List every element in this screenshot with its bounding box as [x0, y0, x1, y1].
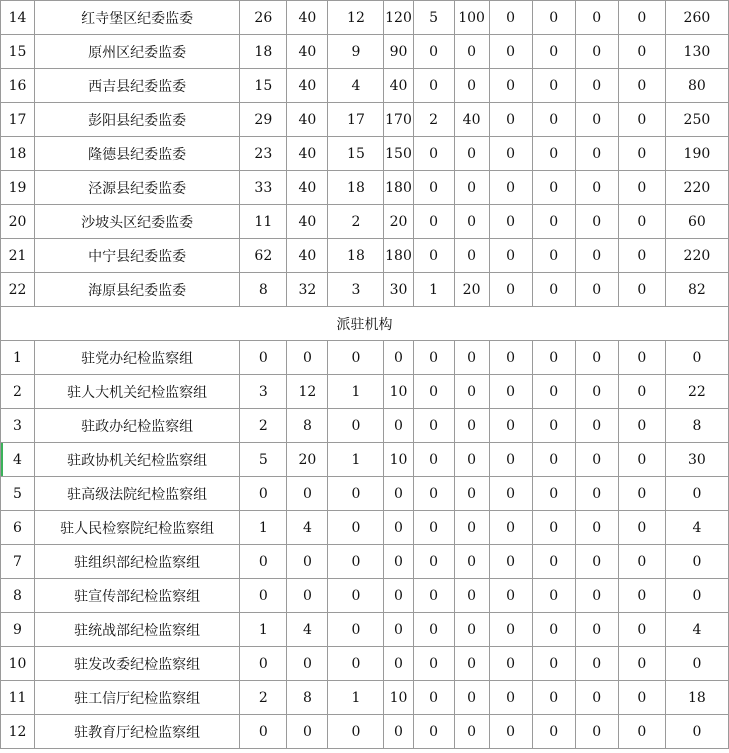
value-cell[interactable]: 2	[328, 205, 384, 239]
value-cell[interactable]: 0	[413, 69, 454, 103]
value-cell[interactable]: 0	[454, 171, 489, 205]
value-cell[interactable]: 0	[532, 579, 575, 613]
value-cell[interactable]: 40	[287, 205, 328, 239]
row-number-cell[interactable]: 6	[1, 511, 35, 545]
table-row	[1, 579, 729, 613]
value-cell[interactable]: 0	[328, 511, 384, 545]
value-cell[interactable]: 0	[489, 273, 532, 307]
row-number-cell[interactable]: 22	[1, 273, 35, 307]
value-cell[interactable]: 12	[287, 375, 328, 409]
value-cell[interactable]: 0	[489, 171, 532, 205]
value-cell[interactable]: 5	[413, 1, 454, 35]
row-number-cell[interactable]: 8	[1, 579, 35, 613]
value-cell[interactable]: 0	[489, 511, 532, 545]
value-cell[interactable]: 26	[240, 1, 287, 35]
value-cell[interactable]: 0	[575, 103, 618, 137]
row-number-cell[interactable]: 17	[1, 103, 35, 137]
value-cell[interactable]: 32	[287, 273, 328, 307]
table-row	[1, 341, 729, 375]
value-cell[interactable]: 0	[575, 511, 618, 545]
value-cell[interactable]: 10	[384, 443, 413, 477]
value-cell[interactable]: 0	[240, 545, 287, 579]
value-cell[interactable]: 0	[575, 681, 618, 715]
value-cell[interactable]: 9	[328, 35, 384, 69]
value-cell[interactable]: 20	[287, 443, 328, 477]
value-cell[interactable]: 15	[240, 69, 287, 103]
value-cell[interactable]: 0	[618, 613, 665, 647]
value-cell[interactable]: 0	[532, 375, 575, 409]
value-cell[interactable]: 0	[489, 409, 532, 443]
value-cell[interactable]: 0	[454, 511, 489, 545]
table-row	[1, 545, 729, 579]
value-cell[interactable]: 0	[575, 137, 618, 171]
value-cell[interactable]: 0	[532, 443, 575, 477]
value-cell[interactable]: 220	[665, 171, 728, 205]
value-cell[interactable]: 0	[575, 171, 618, 205]
value-cell[interactable]: 0	[575, 35, 618, 69]
value-cell[interactable]: 0	[454, 715, 489, 749]
value-cell[interactable]: 0	[287, 545, 328, 579]
value-cell[interactable]: 0	[413, 545, 454, 579]
value-cell[interactable]: 0	[328, 477, 384, 511]
value-cell[interactable]: 120	[384, 1, 413, 35]
value-cell[interactable]: 0	[618, 443, 665, 477]
value-cell[interactable]: 0	[618, 341, 665, 375]
row-number-cell[interactable]: 9	[1, 613, 35, 647]
value-cell[interactable]: 0	[413, 409, 454, 443]
value-cell[interactable]: 0	[328, 647, 384, 681]
value-cell[interactable]: 0	[384, 409, 413, 443]
value-cell[interactable]: 250	[665, 103, 728, 137]
value-cell[interactable]: 0	[618, 273, 665, 307]
value-cell[interactable]: 8	[287, 409, 328, 443]
table-row	[1, 205, 729, 239]
value-cell[interactable]: 0	[618, 477, 665, 511]
value-cell[interactable]: 62	[240, 239, 287, 273]
unit-name-cell[interactable]: 驻党办纪检监察组	[35, 341, 240, 375]
value-cell[interactable]: 0	[489, 205, 532, 239]
value-cell[interactable]: 40	[384, 69, 413, 103]
value-cell[interactable]: 8	[240, 273, 287, 307]
value-cell[interactable]: 0	[413, 443, 454, 477]
value-cell[interactable]: 0	[489, 443, 532, 477]
value-cell[interactable]: 0	[618, 1, 665, 35]
row-number-cell[interactable]: 5	[1, 477, 35, 511]
value-cell[interactable]: 20	[384, 205, 413, 239]
value-cell[interactable]: 40	[287, 137, 328, 171]
value-cell[interactable]: 0	[532, 137, 575, 171]
value-cell[interactable]: 0	[489, 477, 532, 511]
row-number-cell[interactable]: 21	[1, 239, 35, 273]
value-cell[interactable]: 0	[413, 681, 454, 715]
value-cell[interactable]: 130	[665, 35, 728, 69]
value-cell[interactable]: 0	[618, 35, 665, 69]
value-cell[interactable]: 0	[413, 137, 454, 171]
value-cell[interactable]: 0	[413, 171, 454, 205]
value-cell[interactable]: 0	[413, 477, 454, 511]
value-cell[interactable]: 22	[665, 375, 728, 409]
value-cell[interactable]: 1	[328, 681, 384, 715]
value-cell[interactable]: 0	[618, 511, 665, 545]
unit-name-cell[interactable]: 红寺堡区纪委监委	[35, 1, 240, 35]
table-row	[1, 273, 729, 307]
value-cell[interactable]: 0	[575, 375, 618, 409]
value-cell[interactable]: 0	[413, 341, 454, 375]
value-cell[interactable]: 23	[240, 137, 287, 171]
row-number-cell[interactable]: 4	[1, 443, 35, 477]
value-cell[interactable]: 2	[413, 103, 454, 137]
value-cell[interactable]: 0	[575, 477, 618, 511]
value-cell[interactable]: 0	[618, 69, 665, 103]
table-row	[1, 681, 729, 715]
value-cell[interactable]: 0	[575, 273, 618, 307]
row-number-cell[interactable]: 3	[1, 409, 35, 443]
value-cell[interactable]: 0	[532, 681, 575, 715]
value-cell[interactable]: 0	[413, 375, 454, 409]
value-cell[interactable]: 0	[665, 545, 728, 579]
value-cell[interactable]: 0	[532, 409, 575, 443]
value-cell[interactable]: 5	[240, 443, 287, 477]
value-cell[interactable]: 8	[665, 409, 728, 443]
value-cell[interactable]: 40	[287, 69, 328, 103]
value-cell[interactable]: 0	[489, 341, 532, 375]
value-cell[interactable]: 29	[240, 103, 287, 137]
value-cell[interactable]: 0	[454, 579, 489, 613]
value-cell[interactable]: 0	[532, 341, 575, 375]
value-cell[interactable]: 0	[532, 239, 575, 273]
value-cell[interactable]: 40	[287, 103, 328, 137]
value-cell[interactable]: 0	[328, 341, 384, 375]
value-cell[interactable]: 18	[328, 171, 384, 205]
value-cell[interactable]: 1	[328, 375, 384, 409]
value-cell[interactable]: 0	[575, 409, 618, 443]
value-cell[interactable]: 0	[454, 341, 489, 375]
value-cell[interactable]: 0	[328, 409, 384, 443]
value-cell[interactable]: 0	[532, 1, 575, 35]
value-cell[interactable]: 0	[618, 647, 665, 681]
table-row	[1, 409, 729, 443]
table-row	[1, 511, 729, 545]
value-cell[interactable]: 0	[618, 545, 665, 579]
value-cell[interactable]: 0	[413, 647, 454, 681]
value-cell[interactable]: 220	[665, 239, 728, 273]
value-cell[interactable]: 0	[384, 579, 413, 613]
unit-name-cell[interactable]: 驻工信厅纪检监察组	[35, 681, 240, 715]
value-cell[interactable]: 0	[328, 613, 384, 647]
value-cell[interactable]: 0	[575, 613, 618, 647]
value-cell[interactable]: 30	[384, 273, 413, 307]
value-cell[interactable]: 0	[454, 375, 489, 409]
section-title: 派驻机构	[1, 307, 729, 341]
value-cell[interactable]: 0	[489, 613, 532, 647]
table-row	[1, 103, 729, 137]
value-cell[interactable]: 0	[489, 375, 532, 409]
value-cell[interactable]: 4	[287, 613, 328, 647]
value-cell[interactable]: 0	[413, 35, 454, 69]
row-number-cell[interactable]: 11	[1, 681, 35, 715]
row-number-cell[interactable]: 14	[1, 1, 35, 35]
value-cell[interactable]: 0	[454, 205, 489, 239]
value-cell[interactable]: 0	[240, 477, 287, 511]
value-cell[interactable]: 0	[384, 715, 413, 749]
value-cell[interactable]: 260	[665, 1, 728, 35]
row-number-cell[interactable]: 2	[1, 375, 35, 409]
value-cell[interactable]: 0	[575, 715, 618, 749]
value-cell[interactable]: 0	[240, 715, 287, 749]
value-cell[interactable]: 0	[665, 647, 728, 681]
value-cell[interactable]: 0	[532, 715, 575, 749]
value-cell[interactable]: 0	[413, 511, 454, 545]
row-number-cell[interactable]: 10	[1, 647, 35, 681]
value-cell[interactable]: 80	[665, 69, 728, 103]
value-cell[interactable]: 0	[454, 69, 489, 103]
section-row	[1, 307, 729, 341]
value-cell[interactable]: 0	[665, 579, 728, 613]
value-cell[interactable]: 40	[287, 239, 328, 273]
value-cell[interactable]: 0	[240, 579, 287, 613]
unit-name-cell[interactable]: 驻发改委纪检监察组	[35, 647, 240, 681]
value-cell[interactable]: 0	[618, 715, 665, 749]
unit-name-cell[interactable]: 原州区纪委监委	[35, 35, 240, 69]
value-cell[interactable]: 0	[413, 239, 454, 273]
unit-name-cell[interactable]: 驻政协机关纪检监察组	[35, 443, 240, 477]
value-cell[interactable]: 0	[454, 239, 489, 273]
table-row	[1, 613, 729, 647]
value-cell[interactable]: 18	[665, 681, 728, 715]
value-cell[interactable]: 18	[240, 35, 287, 69]
value-cell[interactable]: 0	[575, 205, 618, 239]
value-cell[interactable]: 0	[384, 511, 413, 545]
unit-name-cell[interactable]: 隆德县纪委监委	[35, 137, 240, 171]
value-cell[interactable]: 0	[532, 103, 575, 137]
unit-name-cell[interactable]: 驻教育厅纪检监察组	[35, 715, 240, 749]
table-row	[1, 647, 729, 681]
value-cell[interactable]: 1	[240, 613, 287, 647]
value-cell[interactable]: 180	[384, 239, 413, 273]
unit-name-cell[interactable]: 西吉县纪委监委	[35, 69, 240, 103]
row-number-cell[interactable]: 19	[1, 171, 35, 205]
value-cell[interactable]: 0	[454, 137, 489, 171]
value-cell[interactable]: 17	[328, 103, 384, 137]
value-cell[interactable]: 40	[454, 103, 489, 137]
value-cell[interactable]: 0	[532, 205, 575, 239]
table-row	[1, 69, 729, 103]
value-cell[interactable]: 8	[287, 681, 328, 715]
value-cell[interactable]: 33	[240, 171, 287, 205]
value-cell[interactable]: 1	[413, 273, 454, 307]
value-cell[interactable]: 100	[454, 1, 489, 35]
value-cell[interactable]: 0	[413, 613, 454, 647]
value-cell[interactable]: 0	[532, 613, 575, 647]
unit-name-cell[interactable]: 驻政办纪检监察组	[35, 409, 240, 443]
value-cell[interactable]: 0	[287, 477, 328, 511]
value-cell[interactable]: 0	[489, 103, 532, 137]
value-cell[interactable]: 0	[384, 341, 413, 375]
value-cell[interactable]: 3	[328, 273, 384, 307]
value-cell[interactable]: 0	[532, 171, 575, 205]
value-cell[interactable]: 40	[287, 35, 328, 69]
value-cell[interactable]: 0	[618, 205, 665, 239]
value-cell[interactable]: 0	[489, 137, 532, 171]
table-row	[1, 715, 729, 749]
row-number-cell[interactable]: 20	[1, 205, 35, 239]
row-number-cell[interactable]: 15	[1, 35, 35, 69]
value-cell[interactable]: 0	[489, 579, 532, 613]
value-cell[interactable]: 0	[489, 69, 532, 103]
value-cell[interactable]: 180	[384, 171, 413, 205]
value-cell[interactable]: 0	[618, 681, 665, 715]
value-cell[interactable]: 0	[454, 443, 489, 477]
value-cell[interactable]: 0	[454, 613, 489, 647]
value-cell[interactable]: 0	[240, 647, 287, 681]
value-cell[interactable]: 0	[532, 35, 575, 69]
row-number-cell[interactable]: 12	[1, 715, 35, 749]
value-cell[interactable]: 0	[665, 477, 728, 511]
value-cell[interactable]: 90	[384, 35, 413, 69]
value-cell[interactable]: 0	[454, 35, 489, 69]
value-cell[interactable]: 2	[240, 409, 287, 443]
value-cell[interactable]: 0	[489, 681, 532, 715]
value-cell[interactable]: 0	[618, 137, 665, 171]
value-cell[interactable]: 0	[328, 545, 384, 579]
value-cell[interactable]: 18	[328, 239, 384, 273]
value-cell[interactable]: 0	[413, 715, 454, 749]
value-cell[interactable]: 0	[618, 103, 665, 137]
value-cell[interactable]: 0	[454, 409, 489, 443]
row-number-cell[interactable]: 7	[1, 545, 35, 579]
value-cell[interactable]: 0	[287, 579, 328, 613]
value-cell[interactable]: 10	[384, 375, 413, 409]
value-cell[interactable]: 0	[384, 477, 413, 511]
value-cell[interactable]: 0	[575, 1, 618, 35]
value-cell[interactable]: 0	[287, 715, 328, 749]
value-cell[interactable]: 0	[454, 681, 489, 715]
table-row	[1, 443, 729, 477]
value-cell[interactable]: 0	[618, 375, 665, 409]
value-cell[interactable]: 0	[489, 239, 532, 273]
unit-name-cell[interactable]: 驻人民检察院纪检监察组	[35, 511, 240, 545]
value-cell[interactable]: 190	[665, 137, 728, 171]
table-row	[1, 375, 729, 409]
value-cell[interactable]: 4	[328, 69, 384, 103]
value-cell[interactable]: 40	[287, 171, 328, 205]
value-cell[interactable]: 0	[287, 341, 328, 375]
value-cell[interactable]: 10	[384, 681, 413, 715]
value-cell[interactable]: 0	[454, 545, 489, 579]
row-number-cell[interactable]: 16	[1, 69, 35, 103]
table-row	[1, 137, 729, 171]
value-cell[interactable]: 0	[618, 409, 665, 443]
value-cell[interactable]: 0	[532, 511, 575, 545]
value-cell[interactable]: 0	[328, 579, 384, 613]
value-cell[interactable]: 60	[665, 205, 728, 239]
value-cell[interactable]: 0	[489, 1, 532, 35]
unit-name-cell[interactable]: 驻统战部纪检监察组	[35, 613, 240, 647]
unit-name-cell[interactable]: 海原县纪委监委	[35, 273, 240, 307]
value-cell[interactable]: 0	[665, 715, 728, 749]
value-cell[interactable]: 0	[575, 69, 618, 103]
value-cell[interactable]: 0	[454, 647, 489, 681]
value-cell[interactable]: 0	[287, 647, 328, 681]
value-cell[interactable]: 3	[240, 375, 287, 409]
value-cell[interactable]: 0	[575, 239, 618, 273]
value-cell[interactable]: 0	[618, 171, 665, 205]
unit-name-cell[interactable]: 泾源县纪委监委	[35, 171, 240, 205]
value-cell[interactable]: 11	[240, 205, 287, 239]
value-cell[interactable]: 0	[532, 545, 575, 579]
unit-name-cell[interactable]: 彭阳县纪委监委	[35, 103, 240, 137]
value-cell[interactable]: 0	[575, 341, 618, 375]
row-number-cell[interactable]: 1	[1, 341, 35, 375]
value-cell[interactable]: 0	[575, 443, 618, 477]
value-cell[interactable]: 15	[328, 137, 384, 171]
value-cell[interactable]: 0	[618, 579, 665, 613]
value-cell[interactable]: 0	[384, 545, 413, 579]
value-cell[interactable]: 0	[489, 545, 532, 579]
value-cell[interactable]: 2	[240, 681, 287, 715]
value-cell[interactable]: 0	[413, 205, 454, 239]
unit-name-cell[interactable]: 驻高级法院纪检监察组	[35, 477, 240, 511]
value-cell[interactable]: 0	[532, 477, 575, 511]
value-cell[interactable]: 0	[454, 477, 489, 511]
value-cell[interactable]: 1	[240, 511, 287, 545]
value-cell[interactable]: 1	[328, 443, 384, 477]
table-row	[1, 239, 729, 273]
value-cell[interactable]: 30	[665, 443, 728, 477]
value-cell[interactable]: 0	[240, 341, 287, 375]
unit-name-cell[interactable]: 驻人大机关纪检监察组	[35, 375, 240, 409]
table-row	[1, 1, 729, 35]
value-cell[interactable]: 0	[532, 647, 575, 681]
value-cell[interactable]: 0	[328, 715, 384, 749]
unit-name-cell[interactable]: 中宁县纪委监委	[35, 239, 240, 273]
value-cell[interactable]: 0	[575, 647, 618, 681]
value-cell[interactable]: 170	[384, 103, 413, 137]
value-cell[interactable]: 40	[287, 1, 328, 35]
value-cell[interactable]: 0	[532, 69, 575, 103]
value-cell[interactable]: 0	[413, 579, 454, 613]
table-body	[1, 1, 729, 749]
table-row	[1, 35, 729, 69]
value-cell[interactable]: 0	[618, 239, 665, 273]
unit-name-cell[interactable]: 驻组织部纪检监察组	[35, 545, 240, 579]
value-cell[interactable]: 0	[489, 715, 532, 749]
unit-name-cell[interactable]: 驻宣传部纪检监察组	[35, 579, 240, 613]
value-cell[interactable]: 4	[287, 511, 328, 545]
unit-name-cell[interactable]: 沙坡头区纪委监委	[35, 205, 240, 239]
value-cell[interactable]: 0	[665, 341, 728, 375]
value-cell[interactable]: 82	[665, 273, 728, 307]
table-row	[1, 477, 729, 511]
value-cell[interactable]: 0	[575, 545, 618, 579]
value-cell[interactable]: 4	[665, 511, 728, 545]
value-cell[interactable]: 0	[489, 35, 532, 69]
value-cell[interactable]: 0	[489, 647, 532, 681]
value-cell[interactable]: 0	[575, 579, 618, 613]
row-number-cell[interactable]: 18	[1, 137, 35, 171]
value-cell[interactable]: 0	[532, 273, 575, 307]
value-cell[interactable]: 0	[384, 647, 413, 681]
table-row	[1, 171, 729, 205]
value-cell[interactable]: 20	[454, 273, 489, 307]
value-cell[interactable]: 0	[384, 613, 413, 647]
value-cell[interactable]: 12	[328, 1, 384, 35]
value-cell[interactable]: 150	[384, 137, 413, 171]
value-cell[interactable]: 4	[665, 613, 728, 647]
